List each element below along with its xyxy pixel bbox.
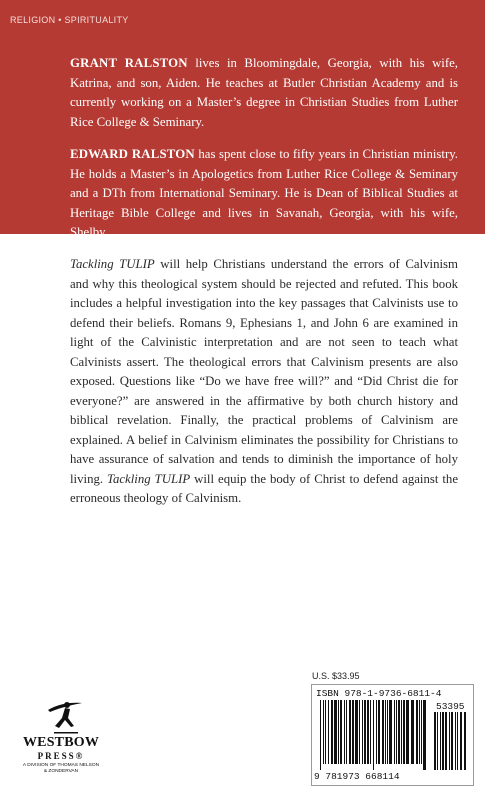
author-name: GRANT RALSTON	[70, 56, 188, 70]
author-bio-panel	[0, 0, 485, 239]
barcode-bar	[396, 700, 397, 764]
barcode-bar	[362, 700, 363, 764]
author-bio-text: has spent close to fifty years in Christian ministry. He holds a Master’s in Apologetics from Luther Rice College & Seminary and a DTh from International Seminary. He is Dean of Biblical Studies at Heritage Bible College and lives in Savanah, Georgia, with his wife, Shelby.	[70, 147, 458, 239]
barcode-bar	[434, 712, 436, 770]
barcode-bar	[340, 700, 342, 764]
publisher-name: WESTBOW	[22, 735, 100, 750]
barcode-bar	[373, 700, 374, 770]
barcode-bar	[401, 700, 402, 764]
barcode-bar	[389, 700, 392, 764]
publisher-division	[18, 763, 104, 775]
description-text: will equip the body of Christ to defend against the erroneous theology of Calvinism.	[70, 471, 458, 505]
barcode-bar	[460, 712, 462, 770]
description-text: will help Christians understand the errors of Calvinism and why this theological system should be rejected and refuted. This book includes a helpful investigation into the key passages that Calvinists use to defend their beliefs. Romans 9, Ephesians 1, and John 6 are examined in light of the Calvinistic interpretation and are not seen to teach what Calvinists assert. The theological errors that Calvinism presents are also exposed. Questions like “Do we have free will?” and “Did Christ die for everyone?” are answered in the affirmative by both church history and biblical revelation. Finally, the practical problems of Calvinism are explained. A belief in Calvinism eliminates the possibility for Christians to have assurance of salvation and tends to diminish the importance of holy living.	[70, 257, 458, 486]
barcode-bar	[338, 700, 339, 764]
barcode-bar	[445, 712, 447, 770]
barcode-bar	[325, 700, 326, 764]
author-bio-grant	[70, 54, 458, 132]
barcode-bar	[355, 700, 358, 764]
barcode-bar	[416, 700, 418, 764]
barcode-bar	[331, 700, 333, 764]
barcode-bar	[440, 712, 441, 770]
barcode-bar	[385, 700, 386, 764]
barcode-bar	[344, 700, 345, 764]
barcode-bar	[334, 700, 337, 764]
book-title-italic: Tackling TULIP	[107, 471, 191, 486]
book-title-italic: Tackling TULIP	[70, 257, 155, 271]
publisher-press: PRESS®	[37, 751, 85, 761]
barcode-bar	[411, 700, 414, 764]
publisher-logo	[18, 696, 108, 781]
barcode-bar	[346, 700, 347, 764]
barcode-area	[311, 684, 474, 786]
division-line: A DIVISION OF THOMAS NELSON	[22, 763, 100, 768]
barcode-bar	[364, 700, 366, 764]
ean-digits: 9 781973 668114	[314, 771, 400, 782]
barcode-bar	[328, 700, 329, 764]
barcode-bar	[406, 700, 409, 764]
barcode-image	[318, 700, 468, 772]
barcode-bar	[367, 700, 369, 764]
barcode-bar	[370, 700, 371, 764]
author-bio-edward	[70, 145, 458, 243]
barcode-bar	[455, 712, 456, 770]
isbn-text: ISBN 978-1-9736-6811-4	[316, 688, 442, 699]
barcode-bar	[403, 700, 405, 764]
barcode-bar	[437, 712, 438, 770]
barcode-bar	[349, 700, 351, 764]
barcode-bar	[359, 700, 360, 764]
barcode-bar	[378, 700, 380, 764]
barcode-bar	[457, 712, 458, 770]
barcode-bar	[442, 712, 444, 770]
price-label: U.S. $33.95	[312, 671, 360, 681]
barcode-bar	[323, 700, 324, 764]
barcode-bar	[449, 712, 450, 770]
barcode-bar	[352, 700, 354, 764]
barcode-bar	[382, 700, 384, 764]
barcode-bar	[451, 712, 453, 770]
barcode-bar	[398, 700, 400, 764]
barcode-bar	[421, 700, 422, 764]
runner-figure-icon	[44, 696, 84, 736]
author-name: EDWARD RALSTON	[70, 147, 195, 161]
author-bio-text: lives in Bloomingdale, Georgia, with his wife, Katrina, and son, Aiden. He teaches at Butler Christian Academy and is currently working on a Master’s degree in Christian Studies from Luther Rice College & Seminary.	[70, 56, 459, 129]
category-label: RELIGION • SPIRITUALITY	[10, 15, 129, 25]
addon-price-code: 53395	[436, 701, 465, 712]
division-line: & ZONDERVAN	[43, 769, 79, 774]
book-description	[70, 255, 458, 509]
barcode-bar	[423, 700, 426, 770]
barcode-bar	[394, 700, 395, 764]
barcode-bar	[387, 700, 388, 764]
barcode-bar	[464, 712, 466, 770]
barcode-bar	[376, 700, 377, 764]
barcode-bar	[419, 700, 420, 764]
barcode-bar	[320, 700, 321, 770]
